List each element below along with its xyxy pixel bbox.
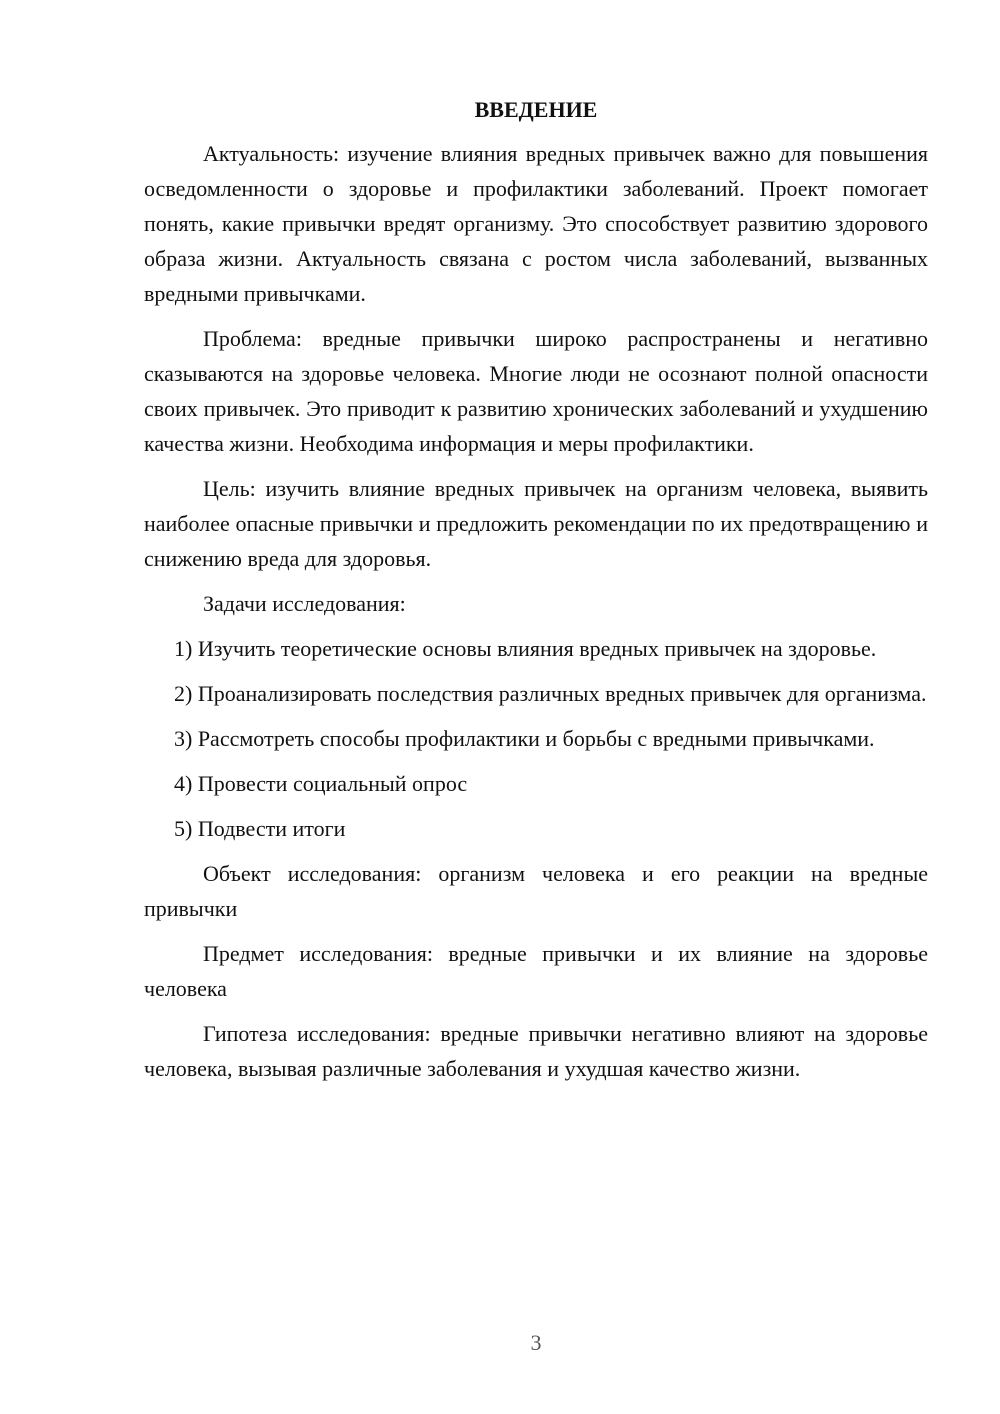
hypothesis-paragraph: Гипотеза исследования: вредные привычки негативно влияют на здоровье человека, вызывая различные заболевания и ухудшая качество жизни. [144,1021,928,1081]
subject-paragraph: Предмет исследования: вредные привычки и их влияние на здоровье человека [144,941,928,1001]
task-item-2: 2) Проанализировать последствия различных вредных привычек для организма. [174,681,927,706]
task-item-4: 4) Провести социальный опрос [174,771,468,796]
page-content [144,90,928,1096]
section-heading: ВВЕДЕНИЕ [474,97,598,122]
task-item-3: 3) Рассмотреть способы профилактики и борьбы с вредными привычками. [174,726,875,751]
goal-paragraph: Цель: изучить влияние вредных привычек на организм человека, выявить наиболее опасные привычки и предложить рекомендации по их предотвращению и снижению вреда для здоровья. [144,476,928,571]
tasks-heading: Задачи исследования: [203,591,406,616]
task-item-1: 1) Изучить теоретические основы влияния вредных привычек на здоровье. [174,636,877,661]
task-item-5: 5) Подвести итоги [174,816,346,841]
page-number: 3 [530,1330,542,1355]
problem-paragraph: Проблема: вредные привычки широко распространены и негативно сказываются на здоровье человека. Многие люди не осознают полной опасности своих привычек. Это приводит к развитию хронических заболеваний и ухудшению качества жизни. Необходима информация и меры профилактики. [144,326,928,456]
object-paragraph: Объект исследования: организм человека и его реакции на вредные привычки [144,861,928,921]
relevance-paragraph: Актуальность: изучение влияния вредных привычек важно для повышения осведомленности о здоровье и профилактики заболеваний. Проект помогает понять, какие привычки вредят организму. Это способствует развитию здорового образа жизни. Актуальность связана с ростом числа заболеваний, вызванных вредными привычками. [144,141,928,306]
